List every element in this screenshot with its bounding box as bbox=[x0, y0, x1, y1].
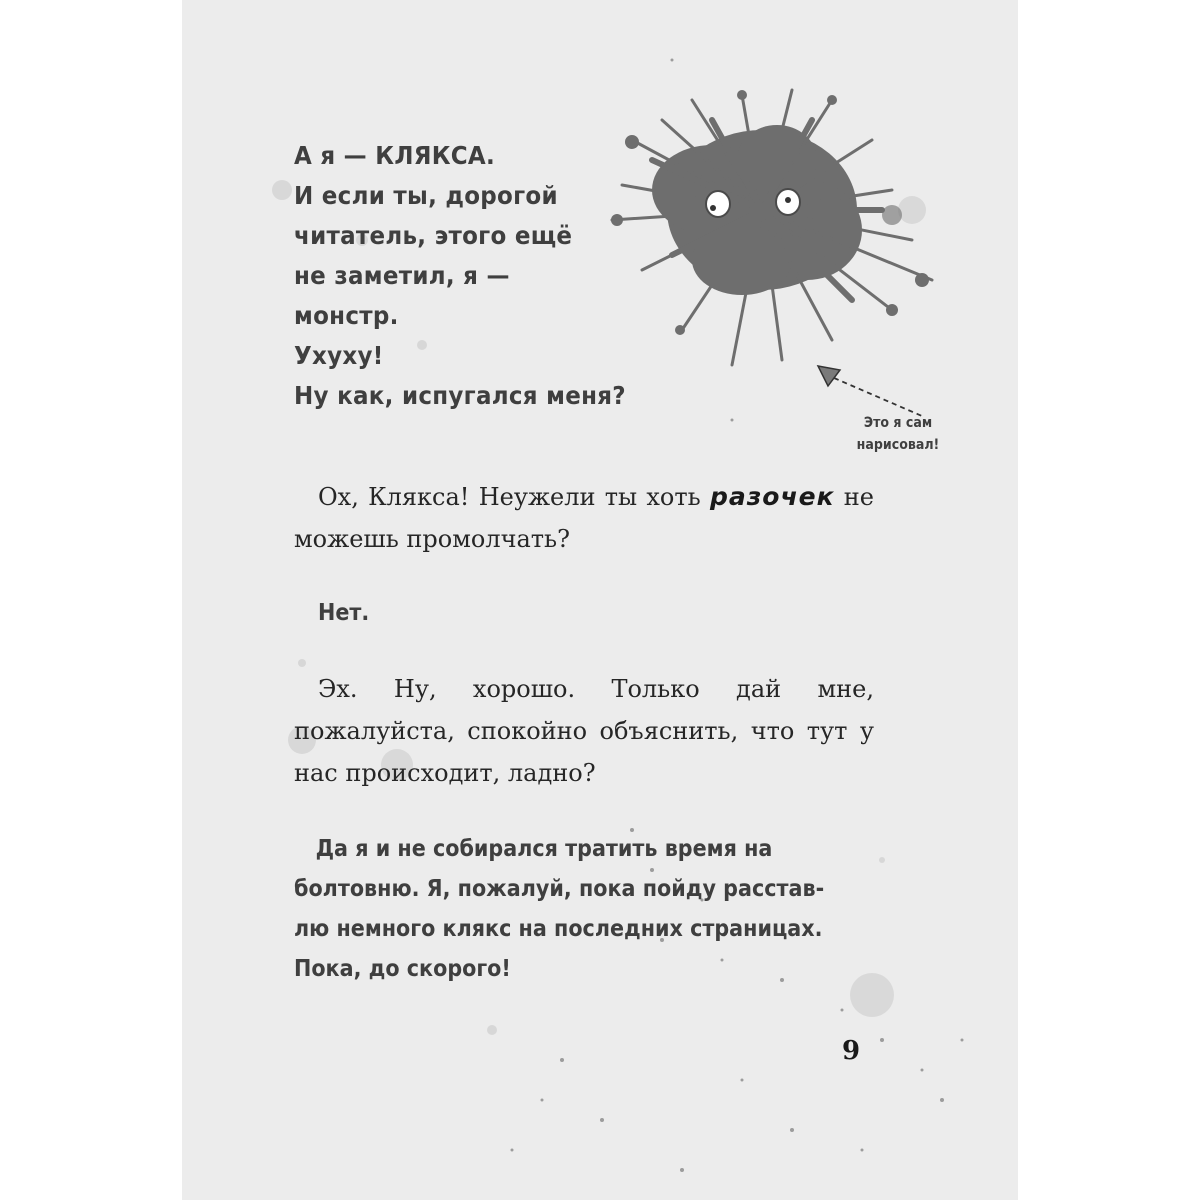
intro-line: А я — КЛЯКСА. bbox=[294, 141, 496, 170]
caption-line: нарисовал! bbox=[856, 437, 940, 453]
paragraph-text: Ох, Клякса! Неужели ты хоть bbox=[318, 483, 710, 511]
reply-line: Да я и не собирался тратить время на bbox=[315, 836, 773, 862]
blot-reply-1 bbox=[318, 593, 918, 633]
narrator-paragraph-2 bbox=[294, 668, 874, 794]
intro-line: Ухуху! bbox=[294, 341, 384, 370]
intro-line: Ну как, испугался меня? bbox=[294, 381, 626, 410]
illustration-caption bbox=[844, 412, 952, 456]
blot-reply-2 bbox=[294, 829, 894, 989]
reply-line: лю немного клякс на последних страницах. bbox=[294, 916, 823, 942]
page-number: 9 bbox=[842, 1036, 861, 1066]
dashed-arrow-icon bbox=[810, 360, 930, 420]
reply-line: Нет. bbox=[318, 600, 370, 626]
paragraph-text: Эх. Ну, хорошо. Только дай мне, пожалуйста, спокойно объяснить, что тут у нас происходит, ладно? bbox=[294, 675, 874, 787]
reply-line: болтовню. Я, пожалуй, пока пойду расстав- bbox=[294, 876, 825, 902]
paragraph-text: не можешь промолчать? bbox=[294, 483, 875, 553]
narrator-paragraph-1 bbox=[294, 476, 874, 560]
book-page bbox=[182, 0, 1018, 1200]
intro-line: читатель, этого ещё bbox=[294, 221, 573, 250]
handwritten-word: разочек bbox=[709, 482, 835, 511]
intro-line: монстр. bbox=[294, 301, 399, 330]
intro-line: не заметил, я — bbox=[294, 261, 510, 290]
ink-blot-monster-icon bbox=[592, 80, 952, 380]
intro-line: И если ты, дорогой bbox=[294, 181, 558, 210]
caption-line: Это я сам bbox=[863, 415, 933, 431]
blot-intro-text bbox=[294, 136, 626, 416]
reply-line: Пока, до скорого! bbox=[294, 956, 511, 982]
